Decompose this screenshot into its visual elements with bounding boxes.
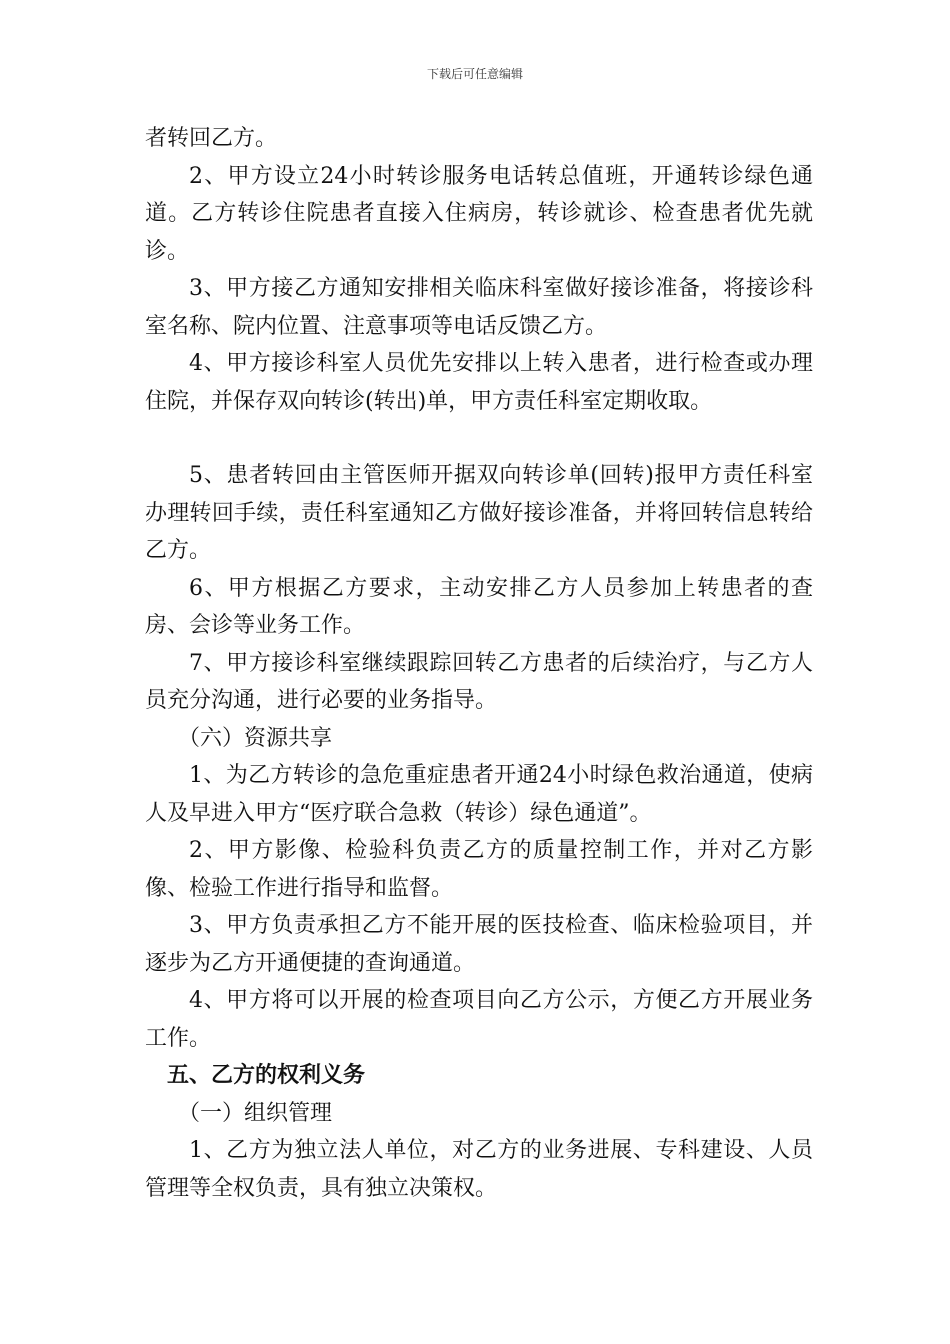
paragraph-resource-4: 4、甲方将可以开展的检查项目向乙方公示，方便乙方开展业务工作。 [145,988,813,1051]
subheading-resource-sharing: （六）资源共享 [178,725,333,751]
page-header-note: 下载后可任意编辑 [426,67,523,81]
document-body [145,120,813,1207]
paragraph-item-7: 7、甲方接诊科室继续跟踪回转乙方患者的后续治疗，与乙方人员充分沟通，进行必要的业务指导。 [145,650,813,713]
paragraph-item-6: 6、甲方根据乙方要求，主动安排乙方人员参加上转患者的查房、会诊等业务工作。 [145,575,813,638]
paragraph-resource-3: 3、甲方负责承担乙方不能开展的医技检查、临床检验项目，并逐步为乙方开通便捷的查询通道。 [145,913,813,976]
paragraph-resource-2: 2、甲方影像、检验科负责乙方的质量控制工作，并对乙方影像、检验工作进行指导和监督。 [145,838,813,901]
section-heading-party-b-rights: 五、乙方的权利义务 [167,1063,366,1088]
paragraph-resource-1: 1、为乙方转诊的急危重症患者开通24小时绿色救治通道，使病人及早进入甲方“医疗联合急救（转诊）绿色通道”。 [145,763,813,826]
paragraph-item-2: 2、甲方设立24小时转诊服务电话转总值班，开通转诊绿色通道。乙方转诊住院患者直接入住病房，转诊就诊、检查患者优先就诊。 [145,163,813,264]
paragraph-item-5: 5、患者转回由主管医师开据双向转诊单(回转)报甲方责任科室办理转回手续，责任科室通知乙方做好接诊准备，并将回转信息转给乙方。 [145,463,813,563]
paragraph-item-4: 4、甲方接诊科室人员优先安排以上转入患者，进行检查或办理住院，并保存双向转诊(转出)单，甲方责任科室定期收取。 [145,351,813,414]
paragraph-continuation: 者转回乙方。 [145,126,278,151]
paragraph-item-3: 3、甲方接乙方通知安排相关临床科室做好接诊准备，将接诊科室名称、院内位置、注意事项等电话反馈乙方。 [145,276,813,339]
subheading-organization-management: （一）组织管理 [178,1100,333,1126]
paragraph-org-1: 1、乙方为独立法人单位，对乙方的业务进展、专科建设、人员管理等全权负责，具有独立决策权。 [145,1138,813,1201]
